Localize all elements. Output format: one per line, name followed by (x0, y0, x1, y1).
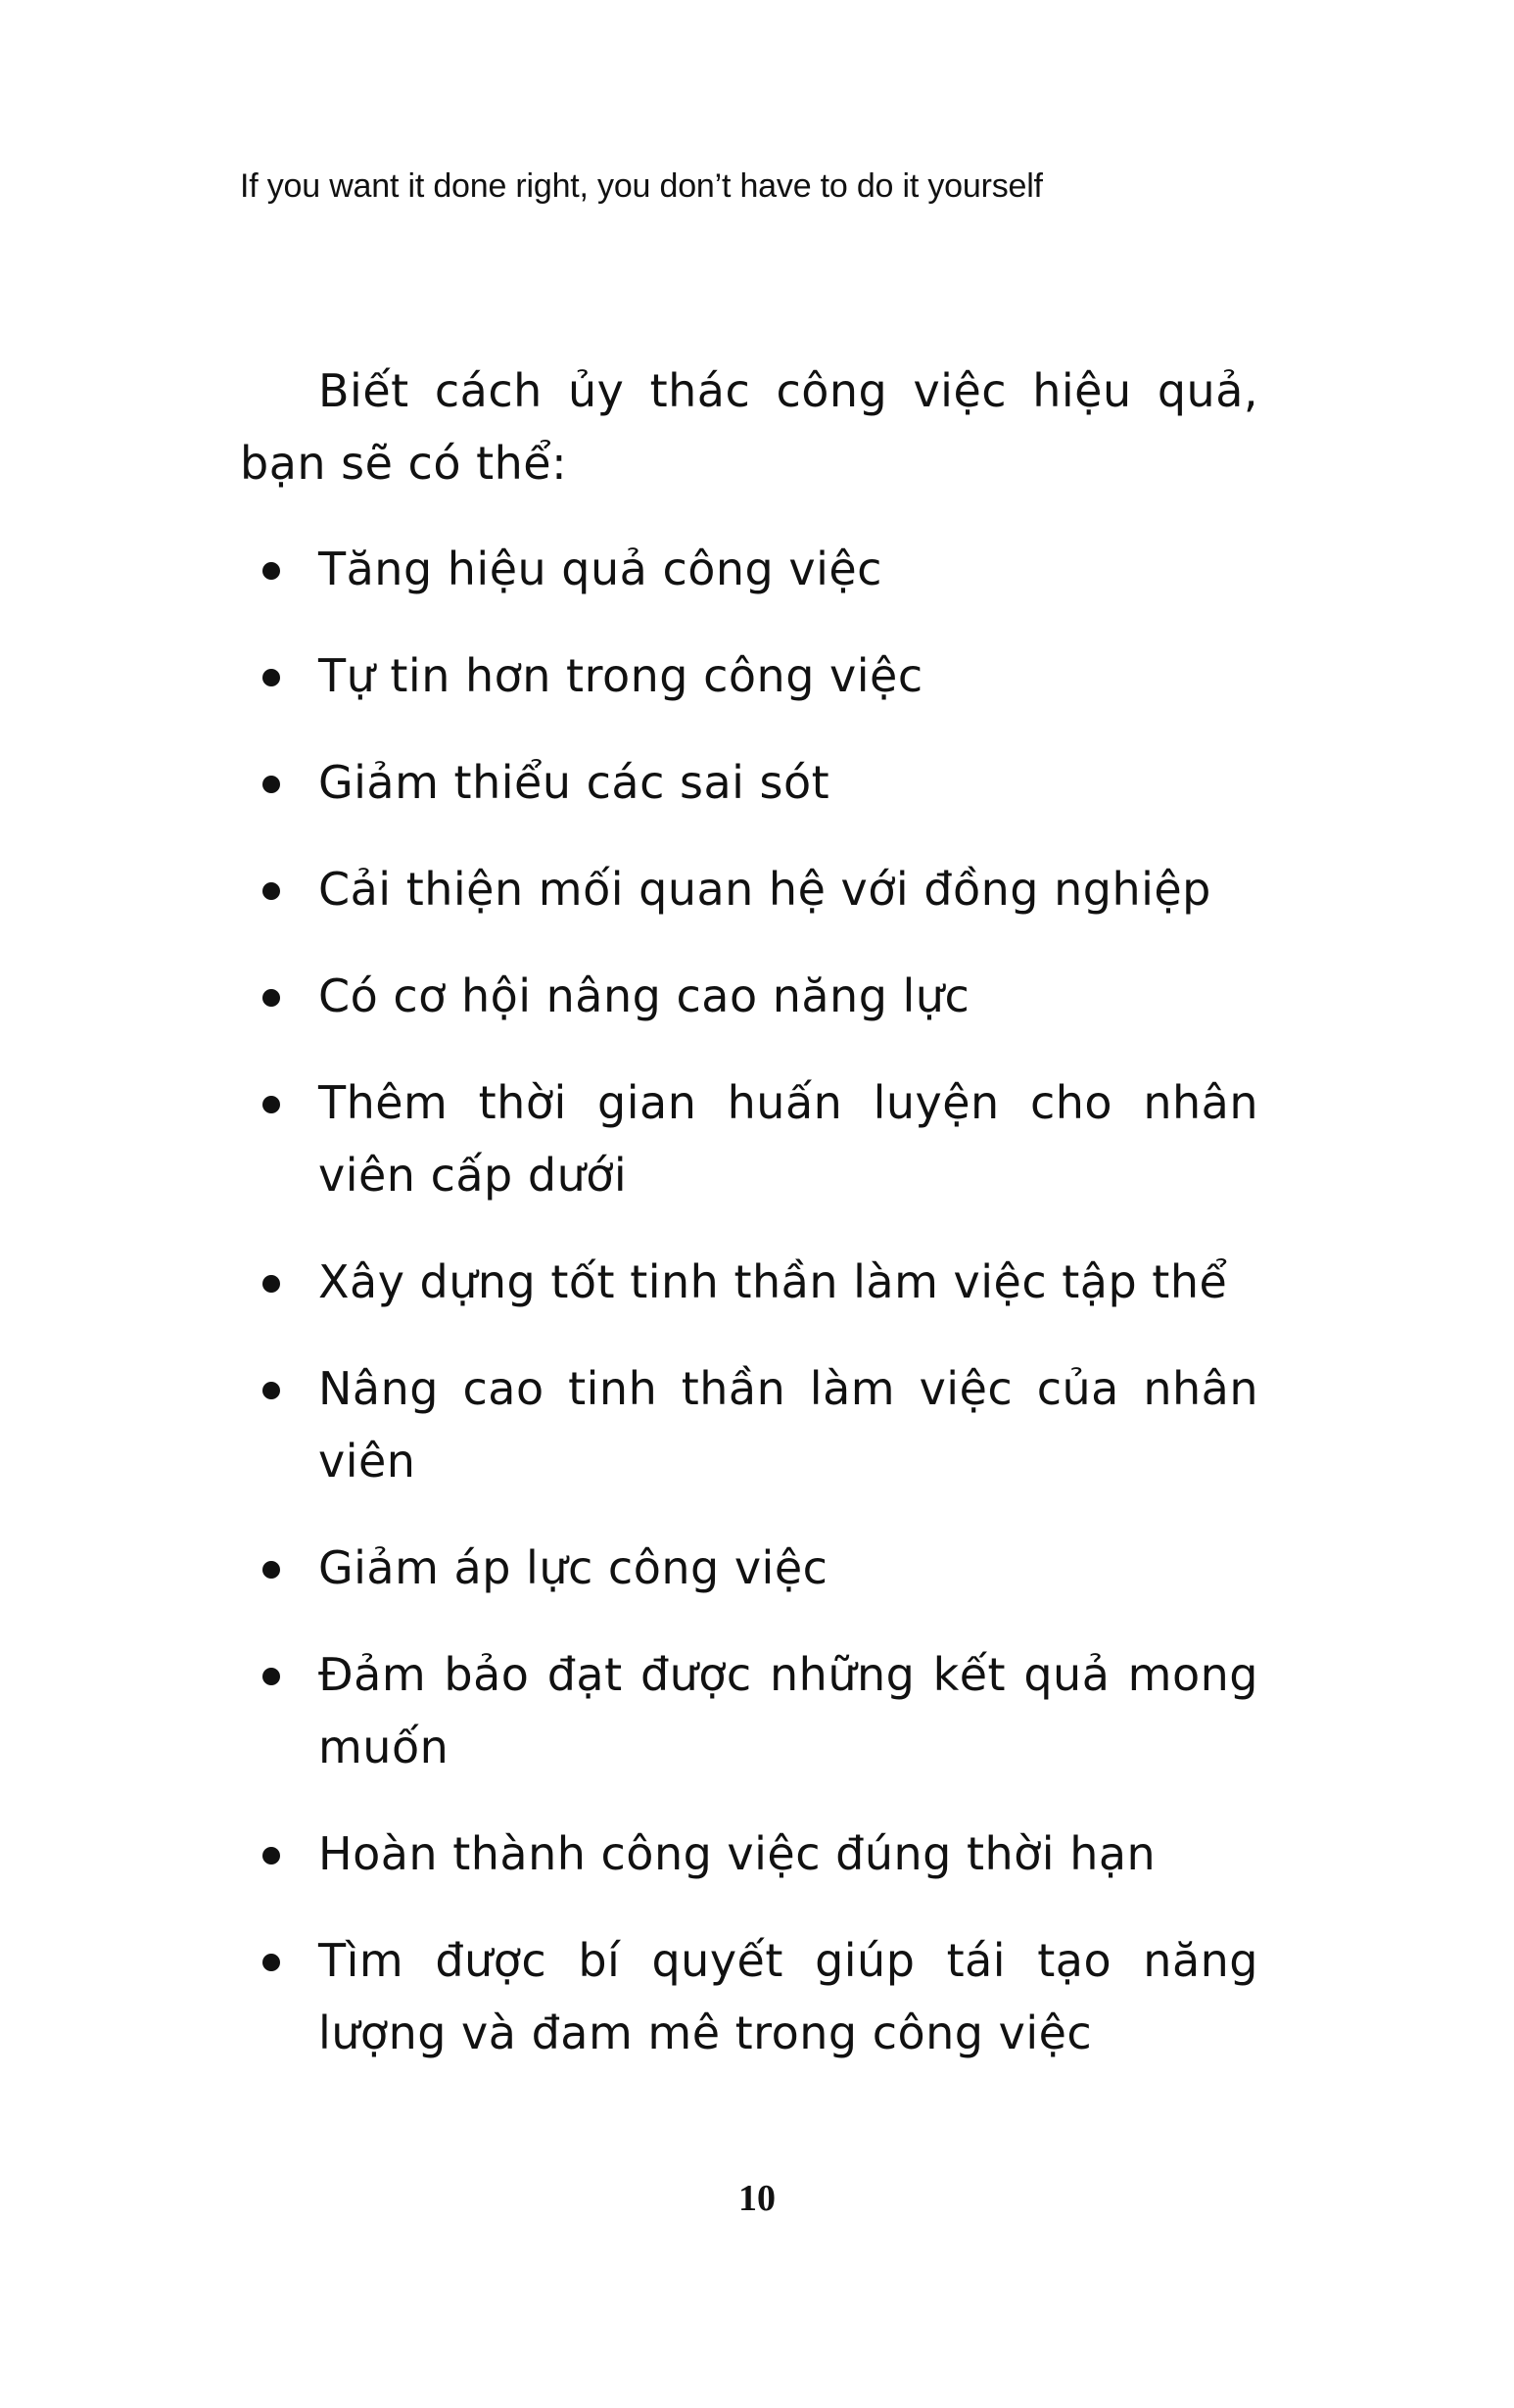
list-item-text: Giảm thiểu các sai sót (318, 756, 830, 809)
list-item-text: Hoàn thành công việc đúng thời hạn (318, 1827, 1157, 1880)
list-item (240, 960, 1258, 1032)
bullet-icon (262, 882, 280, 900)
list-item-text: Giảm áp lực công việc (318, 1541, 828, 1594)
bullet-icon (262, 1561, 280, 1579)
benefit-list (240, 533, 1258, 2069)
list-item-text: Thêm thời gian huấn luyện cho nhân viên cấp dưới (318, 1076, 1258, 1202)
running-header: If you want it done right, you don’t have to do it yourself (240, 167, 1043, 205)
list-item (240, 1818, 1258, 1890)
list-item (240, 533, 1258, 605)
list-item-text: Tự tin hơn trong công việc (318, 649, 923, 702)
list-item (240, 746, 1258, 819)
list-item (240, 639, 1258, 712)
bullet-icon (262, 1668, 280, 1685)
list-item-text: Nâng cao tinh thần làm việc của nhân viên (318, 1362, 1258, 1487)
list-item-text: Tìm được bí quyết giúp tái tạo năng lượng và đam mê trong công việc (318, 1934, 1258, 2059)
list-item-text: Xây dựng tốt tinh thần làm việc tập thể (318, 1255, 1228, 1308)
list-item-text: Tăng hiệu quả công việc (318, 543, 882, 595)
bullet-icon (262, 1847, 280, 1865)
list-item-text: Cải thiện mối quan hệ với đồng nghiệp (318, 863, 1211, 916)
list-item (240, 1246, 1258, 1318)
bullet-icon (262, 1954, 280, 1971)
list-item-text: Có cơ hội nâng cao năng lực (318, 969, 970, 1022)
intro-paragraph: Biết cách ủy thác công việc hiệu quả, bạn sẽ có thể: (240, 364, 1258, 490)
list-item (240, 1532, 1258, 1604)
list-item (240, 853, 1258, 925)
bullet-icon (262, 776, 280, 793)
list-item-text: Đảm bảo đạt được những kết quả mong muốn (318, 1648, 1258, 1773)
bullet-icon (262, 562, 280, 580)
page-number: 10 (738, 2178, 776, 2219)
bullet-icon (262, 1382, 280, 1399)
bullet-icon (262, 669, 280, 686)
page-content (240, 354, 1258, 2103)
bullet-icon (262, 1096, 280, 1113)
list-item (240, 1638, 1258, 1783)
list-item (240, 1924, 1258, 2069)
list-item (240, 1066, 1258, 1211)
bullet-icon (262, 989, 280, 1007)
list-item (240, 1352, 1258, 1497)
bullet-icon (262, 1275, 280, 1293)
